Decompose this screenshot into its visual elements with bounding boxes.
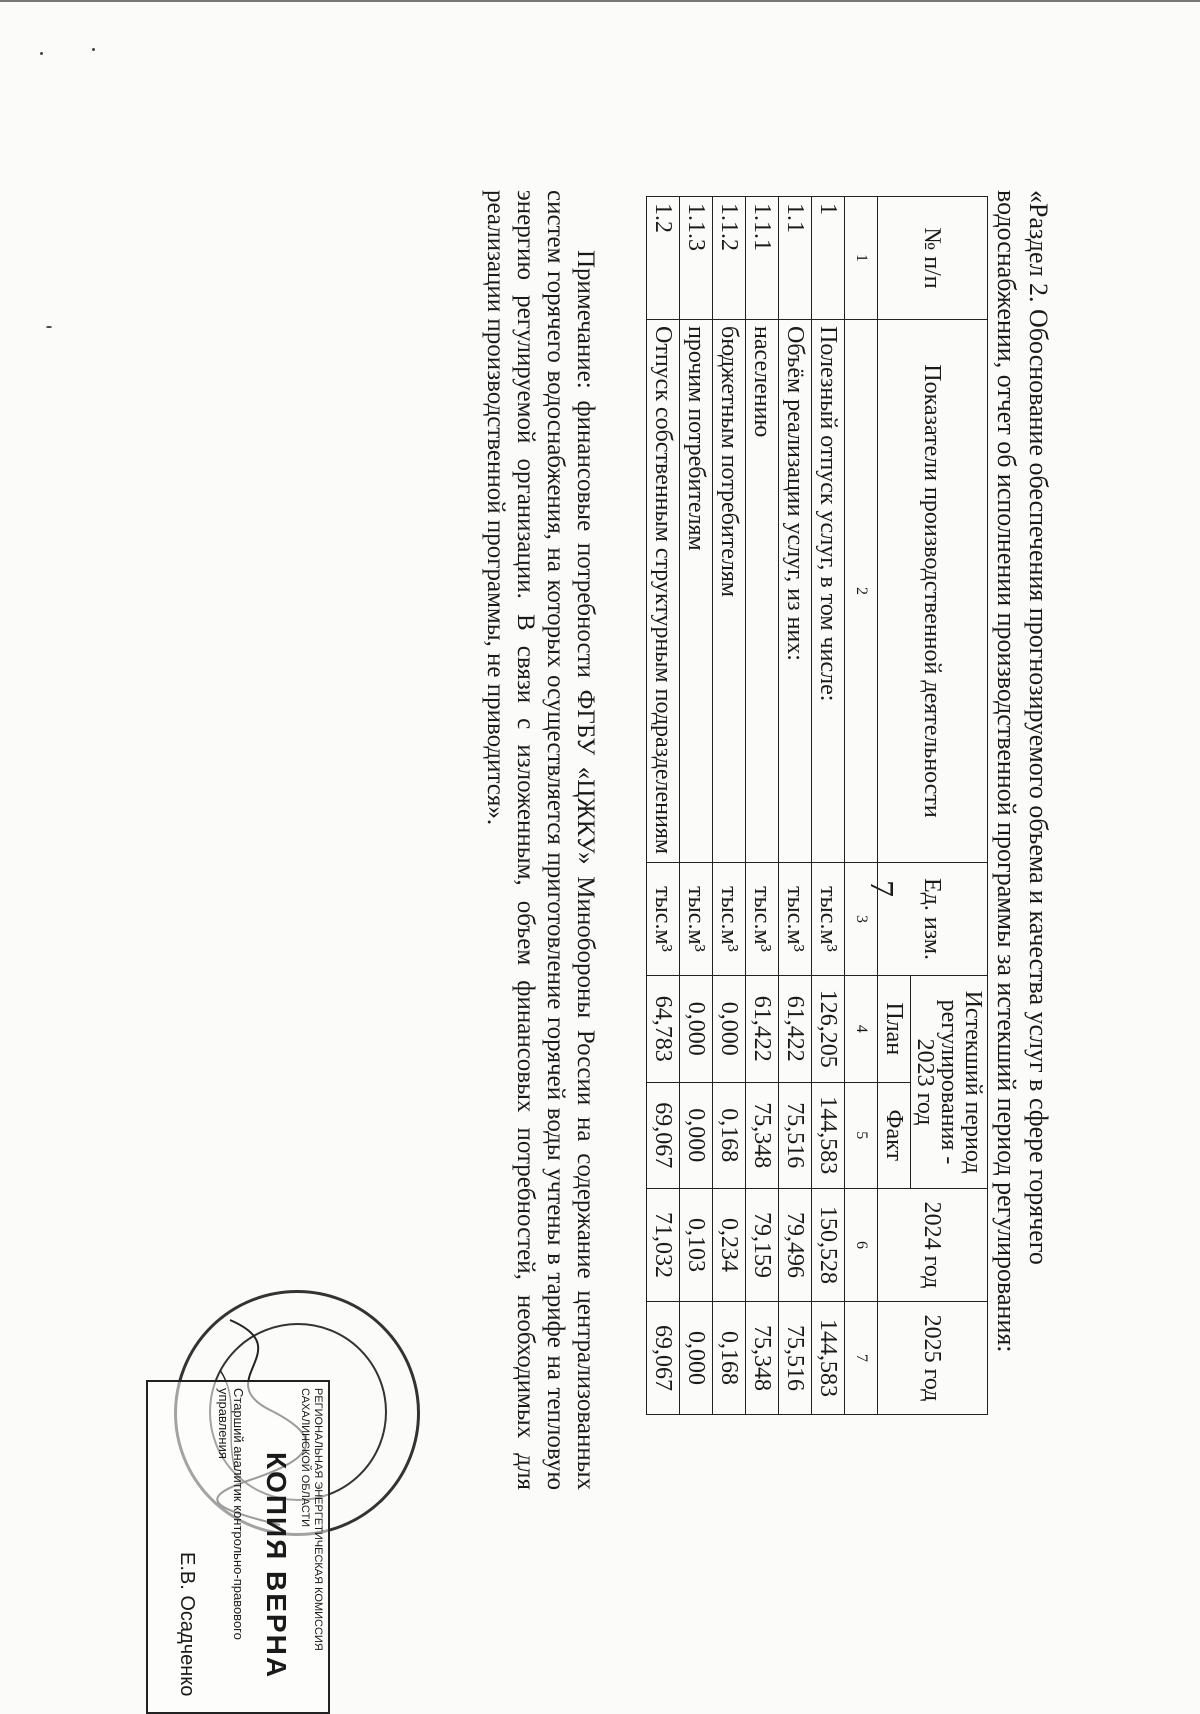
cell-fact: 69,067 [647, 1082, 680, 1189]
cell-2024: 0,103 [680, 1189, 713, 1302]
col-number: 2 [845, 320, 878, 863]
col-number: 7 [845, 1302, 878, 1415]
header-num: № п/п [878, 197, 988, 320]
cell-name: прочим потребителям [680, 320, 713, 863]
cell-plan: 0,000 [680, 976, 713, 1083]
cell-plan: 126,205 [812, 976, 845, 1083]
cell-num: 1.1 [779, 197, 812, 320]
section-heading [990, 190, 1054, 1490]
cell-plan: 0,000 [713, 976, 746, 1083]
cell-fact: 75,348 [746, 1082, 779, 1189]
cell-name: Полезный отпуск услуг, в том числе: [812, 320, 845, 863]
header-2024: 2024 год [878, 1189, 988, 1302]
cell-fact: 0,000 [680, 1082, 713, 1189]
cell-2024: 79,159 [746, 1189, 779, 1302]
header-indicator: Показатели производственной деятельности [878, 320, 988, 863]
cell-unit: тыс.м³ [680, 863, 713, 976]
table-row [746, 197, 779, 1415]
cell-2024: 150,528 [812, 1189, 845, 1302]
col-number: 3 [845, 863, 878, 976]
table-row [680, 197, 713, 1415]
col-number: 1 [845, 197, 878, 320]
stamp-organization: РЕГИОНАЛЬНАЯ ЭНЕРГЕТИЧЕСКАЯ КОМИССИЯ САХАЛИНСКОЙ ОБЛАСТИ [299, 1388, 324, 1651]
cell-2025: 0,168 [713, 1302, 746, 1415]
cell-num: 1.1.1 [746, 197, 779, 320]
heading-line-1: «Раздел 2. Обоснование обеспечения прогнозируемого объема и качества услуг в сфере горячего [1024, 190, 1053, 1265]
cell-plan: 61,422 [746, 976, 779, 1083]
table-row [713, 197, 746, 1415]
cell-2025: 69,067 [647, 1302, 680, 1415]
cell-2024: 0,234 [713, 1189, 746, 1302]
header-fact: Факт [878, 1082, 911, 1189]
col-number: 5 [845, 1082, 878, 1189]
stamp-role: Старший аналитик контрольно-правового управления [216, 1388, 246, 1640]
cell-num: 1.2 [647, 197, 680, 320]
heading-line-2: водоснабжении, отчет об исполнении производственной программы за истекший период регулирования: [992, 190, 1021, 1353]
cell-fact: 0,168 [713, 1082, 746, 1189]
footnote: Примечание: финансовые потребности ФГБУ «ЦЖКУ» Минобороны России на содержание централизованных систем горячего водоснабжения, на которых осуществляется приготовление горячей воды учтены в тарифе на тепловую энергию регулируемой организации. В связи с изложенным, объем финансовых потребностей, необходимых для реализации производственной программы, не приводится». [482, 190, 599, 1490]
cell-name: Отпуск собственным структурным подразделениям [647, 320, 680, 863]
header-unit: Ед. изм. [878, 863, 988, 976]
cell-unit: тыс.м³ [746, 863, 779, 976]
col-number: 6 [845, 1189, 878, 1302]
cell-fact: 144,583 [812, 1082, 845, 1189]
stamp-signer-name: Е.В. Осадченко [176, 1552, 198, 1697]
cell-2025: 144,583 [812, 1302, 845, 1415]
cell-2025: 75,348 [746, 1302, 779, 1415]
cell-2024: 71,032 [647, 1189, 680, 1302]
cell-unit: тыс.м³ [647, 863, 680, 976]
copy-certified-box [146, 1380, 330, 1714]
cell-unit: тыс.м³ [713, 863, 746, 976]
cell-num: 1 [812, 197, 845, 320]
cell-2024: 79,496 [779, 1189, 812, 1302]
cell-2025: 0,000 [680, 1302, 713, 1415]
table-row [812, 197, 845, 1415]
cell-name: Объём реализации услуг, из них: [779, 320, 812, 863]
table-row [647, 197, 680, 1415]
cell-plan: 61,422 [779, 976, 812, 1083]
certification-stamp [0, 1250, 440, 1710]
cell-num: 1.1.2 [713, 197, 746, 320]
header-plan: План [878, 976, 911, 1083]
table-row [779, 197, 812, 1415]
production-table [646, 196, 988, 1415]
col-number: 4 [845, 976, 878, 1083]
cell-name: населению [746, 320, 779, 863]
header-period: Истекший период регулирования - 2023 год [911, 976, 988, 1189]
page-number: 7 [863, 880, 900, 897]
cell-unit: тыс.м³ [779, 863, 812, 976]
cell-unit: тыс.м³ [812, 863, 845, 976]
stamp-title: КОПИЯ ВЕРНА [261, 1452, 292, 1680]
cell-2025: 75,516 [779, 1302, 812, 1415]
header-2025: 2025 год [878, 1302, 988, 1415]
cell-plan: 64,783 [647, 976, 680, 1083]
cell-num: 1.1.3 [680, 197, 713, 320]
cell-fact: 75,516 [779, 1082, 812, 1189]
cell-name: бюджетным потребителям [713, 320, 746, 863]
